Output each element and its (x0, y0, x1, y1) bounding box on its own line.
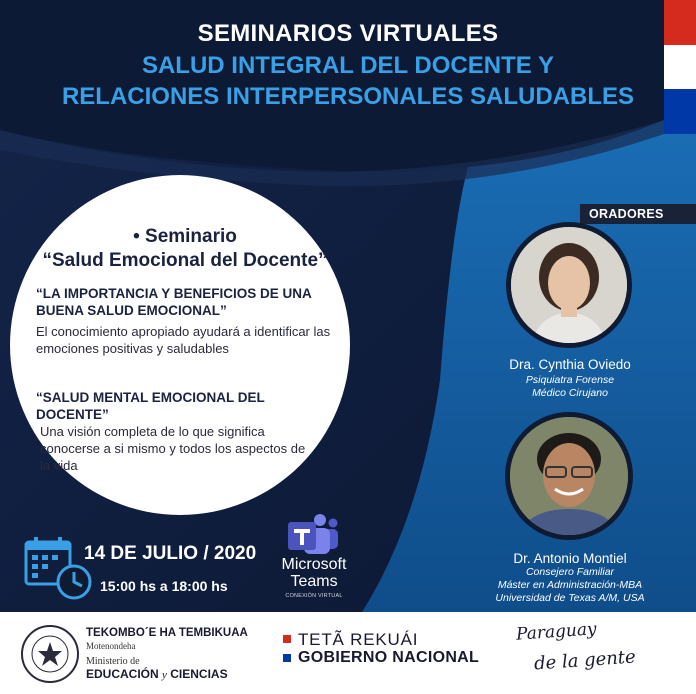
speaker-1-role-1: Psiquiatra Forense (525, 374, 615, 386)
title-line-1: SEMINARIOS VIRTUALES (197, 20, 499, 47)
title-line-2: SALUD INTEGRAL DEL DOCENTE Y (141, 52, 555, 79)
seminar-label: • Seminario (133, 226, 237, 247)
speaker-2-name: Dr. Antonio Montiel (513, 551, 627, 566)
ministry-line-3: Ministerio de (86, 656, 140, 667)
topic-2-title: “SALUD MENTAL EMOCIONAL DEL DOCENTE” (36, 390, 265, 422)
title-line-3: RELACIONES INTERPERSONALES SALUDABLES (61, 83, 635, 110)
gov-line-2: GOBIERNO NACIONAL (298, 649, 480, 666)
ministry-sciences: CIENCIAS (170, 667, 228, 681)
slogan-line-2: de la gente (533, 646, 637, 675)
ministry-line-1: TEKOMBO´E HA TEMBIKUAA (86, 627, 248, 639)
teams-icon (282, 512, 340, 558)
topic-1-title: “LA IMPORTANCIA Y BENEFICIOS DE UNA BUENA SALUD EMOCIONAL” (36, 286, 312, 318)
speaker-2-role-3: Universidad de Texas A/M, USA (495, 592, 645, 604)
ministry-line-4 (86, 667, 228, 681)
footer-bar (0, 612, 696, 694)
speakers-label: ORADORES (580, 204, 696, 224)
topic-1-description: El conocimiento apropiado ayudará a identificar las emociones positivas y saludables (36, 324, 331, 356)
event-date: 14 DE JULIO / 2020 (84, 543, 257, 564)
slogan-line-1: Paraguay (515, 619, 598, 645)
blue-square-icon (283, 654, 291, 662)
speaker-2-role-1: Consejero Familiar (525, 566, 615, 578)
seminar-name: “Salud Emocional del Docente” (42, 250, 328, 271)
red-square-icon (283, 635, 291, 643)
speaker-2-photo (505, 412, 633, 540)
speaker-1-photo (506, 222, 632, 348)
teams-line-1: Microsoft (281, 556, 347, 573)
ministry-education: EDUCACIÓN (86, 667, 159, 681)
speaker-1-role-2: Médico Cirujano (532, 387, 608, 399)
paraguay-flag (664, 0, 696, 134)
teams-line-3: CONEXIÓN VIRTUAL (285, 593, 343, 599)
speaker-2-role-2: Máster en Administración-MBA (497, 579, 643, 591)
teams-line-2: Teams (290, 573, 338, 590)
national-seal (20, 624, 80, 684)
ministry-line-2: Motenondeha (86, 641, 136, 651)
gov-line-1: TETÃ REKUÁI (298, 630, 419, 649)
topic-2-description: Una visión completa de lo que significa conocerse a si mismo y todos los aspectos de la vida (40, 424, 306, 473)
speaker-1-name: Dra. Cynthia Oviedo (509, 357, 631, 372)
ministry-y: y (162, 669, 167, 681)
seminar-heading (20, 225, 350, 273)
event-time: 15:00 hs a 18:00 hs (100, 578, 228, 594)
